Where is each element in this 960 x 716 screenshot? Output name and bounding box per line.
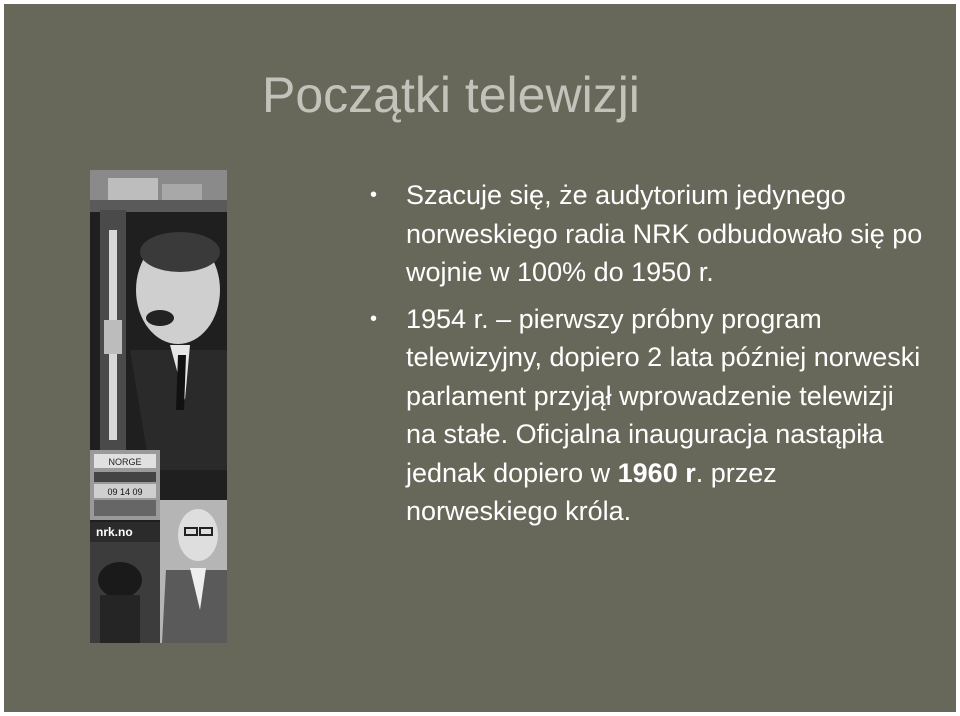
test-card-label: NORGE [108, 457, 142, 467]
bullet-bold-year: 1960 r [617, 457, 696, 488]
bullet-item [366, 176, 926, 292]
slide [4, 4, 956, 712]
bullet-dot-icon: • [370, 307, 378, 330]
nrk-logo-text: nrk.no [96, 525, 133, 539]
bullet-dot-icon: • [370, 184, 378, 206]
slide-title: Początki telewizji [262, 67, 640, 123]
bullet-text: Szacuje się, że audytorium jedynego norweskiego radia NRK odbudowało się po wojnie w 100% do 1950 r. [406, 180, 923, 287]
bullet-list [366, 176, 926, 539]
test-card-time: 09 14 09 [107, 487, 143, 497]
tv-history-collage-image [90, 170, 227, 643]
bullet-text: 1954 r. – pierwszy próbny program telewizyjny, dopiero 2 lata później norweski parlament przyjął wprowadzenie telewizji na stałe. Oficjalna inauguracja nastąpiła jednak dopiero w [406, 303, 921, 488]
bullet-item [366, 300, 926, 531]
bullet-text-end: . przez norweskiego króla. [406, 457, 777, 526]
